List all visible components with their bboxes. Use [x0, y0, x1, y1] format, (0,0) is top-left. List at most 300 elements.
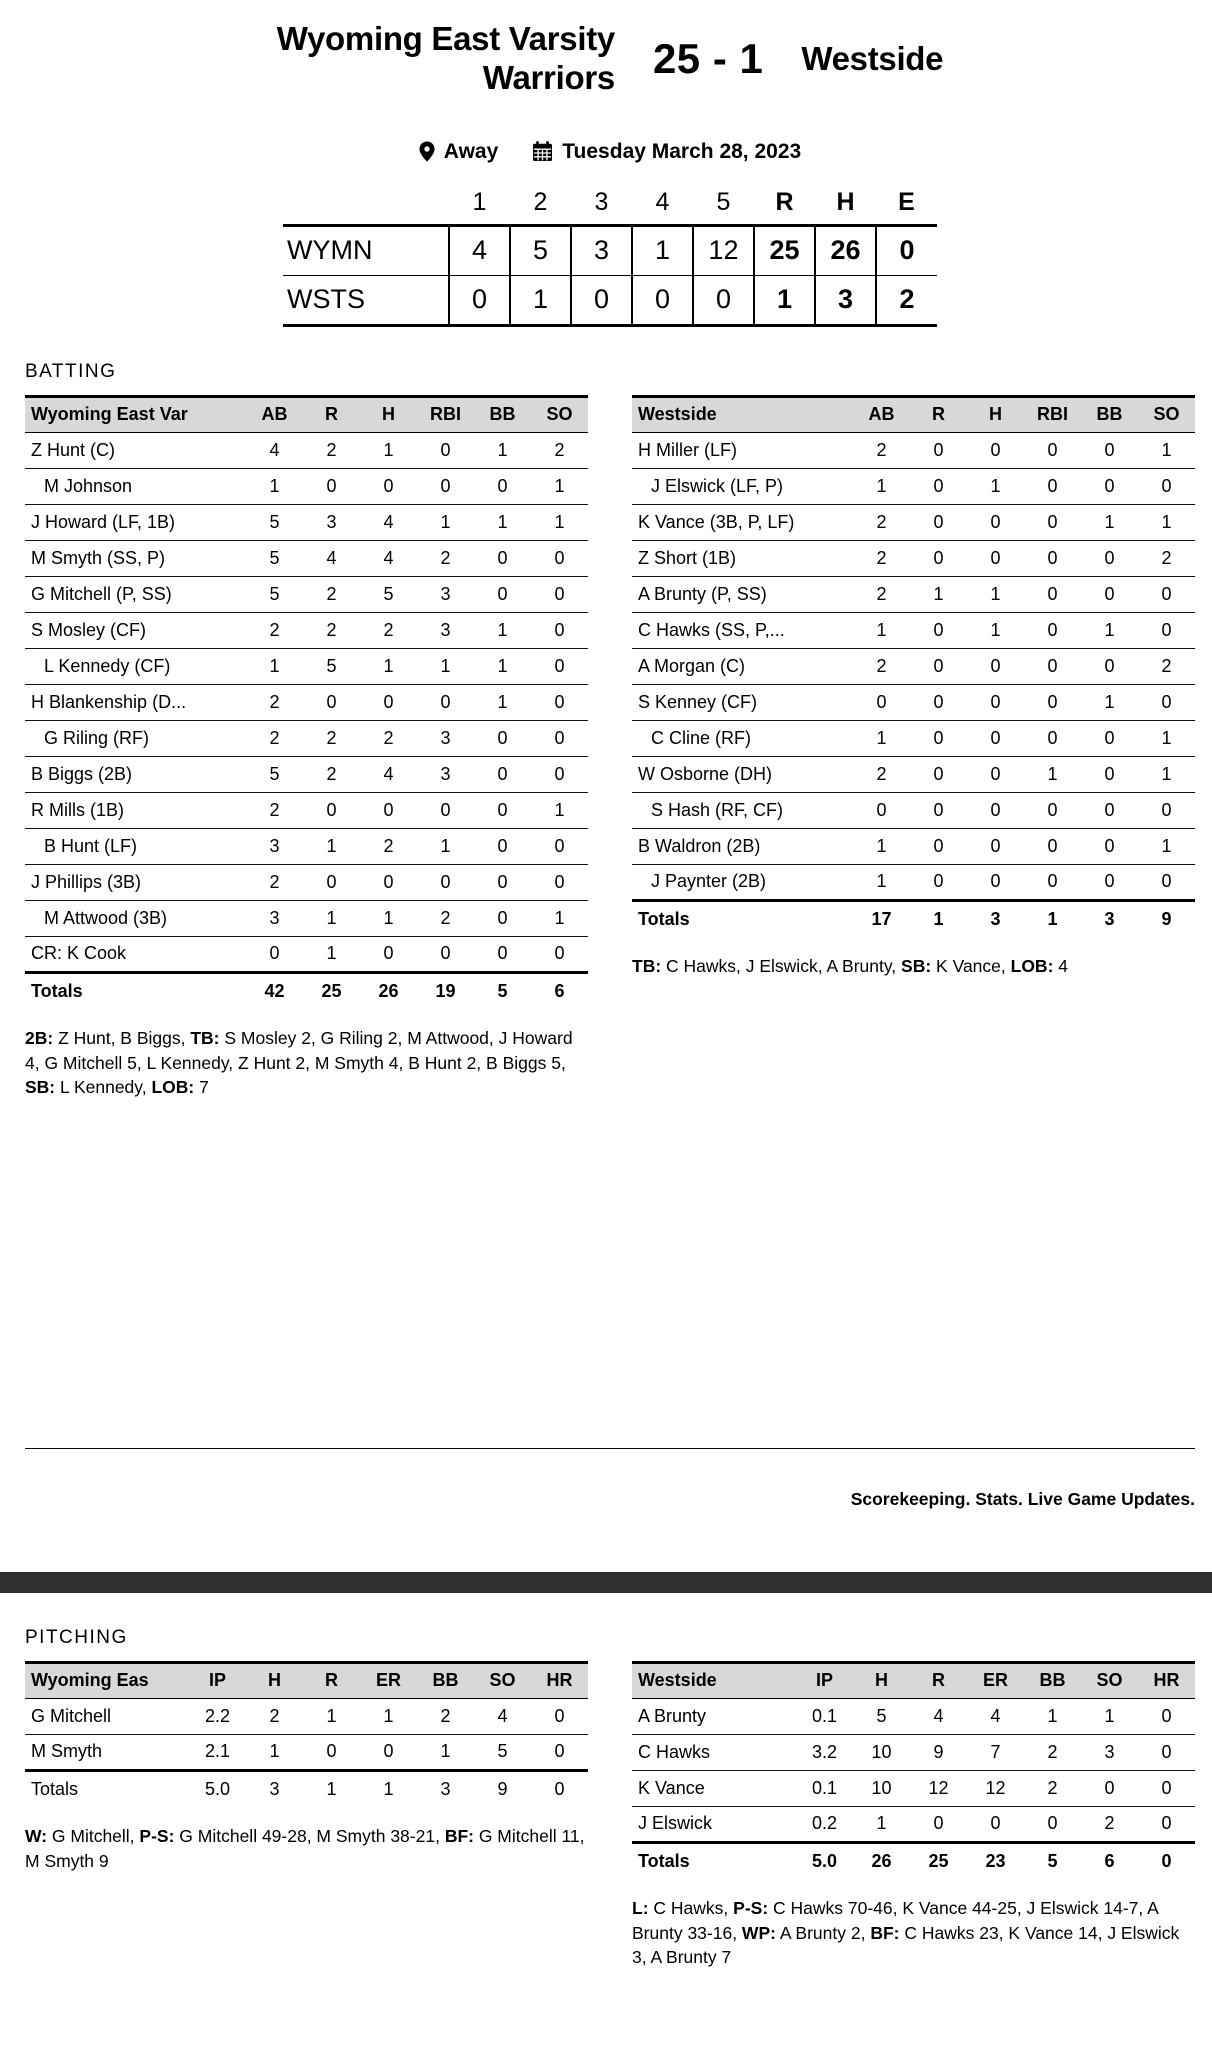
stat-value: 1 [383, 1705, 394, 1726]
stat-value: 2 [246, 684, 303, 720]
team-name-header: Westside [632, 396, 853, 432]
stat-column-header: ER [360, 1662, 417, 1698]
summary-score: 1 [754, 275, 815, 325]
batting-notes-home: 2B: Z Hunt, B Biggs, TB: S Mosley 2, G Riling 2, M Attwood, J Howard 4, G Mitchell 5, L Kennedy, Z Hunt 2, M Smyth 4, B Hunt 2, B Biggs 5, SB: L Kennedy, LOB: 7 [25, 1028, 573, 1098]
batting-notes-away: TB: C Hawks, J Elswick, A Brunty, SB: K Vance, LOB: 4 [632, 956, 1069, 977]
stat-value: 4 [933, 1705, 944, 1726]
inning-number-header: 3 [594, 187, 609, 216]
stat-value: 0 [967, 828, 1024, 864]
player-name: S Hash (RF, CF) [632, 792, 853, 828]
summary-score: 3 [815, 275, 876, 325]
game-date-label: Tuesday March 28, 2023 [562, 139, 802, 163]
stat-value: 0 [360, 936, 417, 972]
stat-column-header: SO [531, 396, 588, 432]
stat-value: 1 [967, 468, 1024, 504]
away-team-name: Westside [801, 39, 944, 77]
player-row [25, 936, 588, 972]
note-stat-label: L: [632, 1898, 649, 1919]
inning-score: 0 [449, 275, 510, 325]
batting-table-away [632, 395, 1195, 937]
stat-column-header: BB [417, 1662, 474, 1698]
stat-value: 0 [474, 756, 531, 792]
totals-label: Totals [632, 1842, 796, 1878]
stat-value: 0 [246, 936, 303, 972]
stat-value: 0 [474, 720, 531, 756]
stat-value: 2 [360, 612, 417, 648]
inning-score: 1 [632, 225, 693, 275]
game-header [25, 0, 1195, 98]
stat-value: 2 [853, 648, 910, 684]
team-name-header: Wyoming East Var [25, 396, 246, 432]
stat-value: 5 [876, 1705, 887, 1726]
stat-value: 2 [246, 720, 303, 756]
stat-value: 0 [1138, 576, 1195, 612]
stat-value: 0 [531, 684, 588, 720]
stat-value: 2 [246, 792, 303, 828]
totals-row [632, 900, 1195, 936]
player-name: S Kenney (CF) [632, 684, 853, 720]
game-score: 25 - 1 [652, 34, 764, 82]
stat-value: 0 [910, 756, 967, 792]
stat-value: 0 [303, 1734, 360, 1770]
stat-value: 1 [246, 648, 303, 684]
note-stat-label: SB: [901, 956, 932, 977]
totals-value: 26 [853, 1842, 910, 1878]
stat-value: 5 [246, 504, 303, 540]
stat-value: 0 [910, 720, 967, 756]
player-name: G Mitchell (P, SS) [25, 576, 246, 612]
stat-value: 0.1 [811, 1705, 838, 1726]
stat-column-header: AB [853, 396, 910, 432]
stat-value: 0 [910, 504, 967, 540]
game-location-label: Away [443, 139, 499, 163]
footer-divider-line [25, 1448, 1195, 1449]
linescore-row [283, 275, 937, 325]
player-name: M Smyth [25, 1734, 189, 1770]
stat-value: 4 [360, 540, 417, 576]
player-row [25, 864, 588, 900]
stat-value: 1 [853, 720, 910, 756]
stat-value: 0 [417, 684, 474, 720]
player-name: B Waldron (2B) [632, 828, 853, 864]
stat-value: 0 [1081, 864, 1138, 900]
stat-value: 0 [531, 720, 588, 756]
stat-value: 4 [269, 439, 280, 460]
stat-value: 3 [417, 576, 474, 612]
player-name: A Morgan (C) [632, 648, 853, 684]
team-abbreviation: WSTS [283, 275, 449, 325]
stat-value: 2 [1138, 648, 1195, 684]
stat-value: 2 [1138, 540, 1195, 576]
player-row [25, 504, 588, 540]
stat-value: 1 [326, 1705, 337, 1726]
stat-value: 0 [474, 864, 531, 900]
stat-value: 2 [303, 720, 360, 756]
totals-label: Totals [25, 1770, 189, 1806]
stat-value: 2.1 [189, 1734, 246, 1770]
stat-value: 0 [967, 648, 1024, 684]
inning-score: 4 [449, 225, 510, 275]
player-name: A Brunty (P, SS) [632, 576, 853, 612]
inning-score: 3 [571, 225, 632, 275]
stat-value: 12 [967, 1770, 1024, 1806]
stat-value: 0 [967, 1806, 1024, 1842]
stat-value: 1 [303, 936, 360, 972]
stat-value: 1 [531, 792, 588, 828]
game-meta [25, 138, 1195, 166]
stat-value: 5 [303, 648, 360, 684]
player-name: M Johnson [25, 468, 246, 504]
stat-value: 0 [1138, 864, 1195, 900]
home-team-name-line1: Wyoming East Varsity [276, 20, 615, 57]
player-row [632, 720, 1195, 756]
player-row [632, 540, 1195, 576]
stat-value: 0 [360, 468, 417, 504]
player-name: J Howard (LF, 1B) [25, 504, 246, 540]
player-name: G Mitchell [31, 1705, 112, 1726]
stat-column-header: HR [1138, 1662, 1195, 1698]
totals-value: 3 [417, 1770, 474, 1806]
batting-table-home [25, 395, 588, 1009]
stat-value: 5 [246, 540, 303, 576]
player-row [632, 864, 1195, 900]
stat-value: 1 [1138, 720, 1195, 756]
stat-value: 1 [531, 504, 588, 540]
note-stat-label: SB: [25, 1077, 56, 1098]
player-name: L Kennedy (CF) [25, 648, 246, 684]
player-row [25, 720, 588, 756]
summary-stat-header: H [836, 187, 855, 216]
stat-column-header: AB [246, 396, 303, 432]
stat-value: 0.1 [796, 1770, 853, 1806]
inning-score: 1 [510, 275, 571, 325]
stat-value: 1 [303, 828, 360, 864]
stat-value: 0 [531, 1734, 588, 1770]
stat-value: 12 [910, 1770, 967, 1806]
stat-value: 2 [853, 756, 910, 792]
summary-score: 0 [876, 225, 937, 275]
pitching-table-home [25, 1661, 588, 1807]
inning-number-header: 2 [533, 187, 548, 216]
stat-value: 1 [853, 612, 910, 648]
player-row [632, 1698, 1195, 1734]
stat-value: 0 [967, 684, 1024, 720]
batting-home-column [25, 395, 588, 1100]
totals-value: 0 [1138, 1842, 1195, 1878]
stat-value: 4 [360, 756, 417, 792]
stat-value: 3 [417, 720, 474, 756]
player-row [25, 612, 588, 648]
player-row [25, 576, 588, 612]
stat-value: 2 [417, 540, 474, 576]
stat-value: 2 [853, 504, 910, 540]
stat-value: 1 [474, 648, 531, 684]
stat-value: 2 [417, 900, 474, 936]
stat-value: 1 [1138, 756, 1195, 792]
inning-score: 5 [510, 225, 571, 275]
linescore-table [283, 188, 937, 327]
stat-header-row [25, 1662, 588, 1698]
stat-value: 2 [1081, 1806, 1138, 1842]
stat-value: 1 [1104, 1705, 1115, 1726]
player-row [632, 576, 1195, 612]
player-name: W Osborne (DH) [632, 756, 853, 792]
inning-score: 12 [693, 225, 754, 275]
stat-value: 1 [474, 684, 531, 720]
stat-value: 0 [531, 648, 588, 684]
stat-value: 0 [1024, 504, 1081, 540]
stat-value: 0 [910, 828, 967, 864]
stat-column-header: H [360, 396, 417, 432]
totals-value: 1 [1024, 900, 1081, 936]
stat-value: 2 [554, 439, 565, 460]
stat-value: 5 [246, 756, 303, 792]
note-stat-label: W: [25, 1826, 48, 1847]
note-stat-label: BF: [444, 1826, 474, 1847]
stat-column-header: ER [967, 1662, 1024, 1698]
player-name: J Elswick [632, 1806, 796, 1842]
stat-value: 0 [417, 792, 474, 828]
totals-value: 1 [303, 1770, 360, 1806]
home-team-name-line2: Warriors [482, 58, 615, 96]
stat-header-row [25, 396, 588, 432]
player-name: C Cline (RF) [632, 720, 853, 756]
stat-value: 2 [246, 612, 303, 648]
stat-value: 1 [531, 468, 588, 504]
app-tagline: Scorekeeping. Stats. Live Game Updates. [850, 1488, 1195, 1509]
totals-value: 9 [1138, 900, 1195, 936]
linescore-header-row [283, 188, 937, 226]
batting-away-column [632, 395, 1195, 979]
player-row [25, 756, 588, 792]
stat-value: 0 [1138, 468, 1195, 504]
stat-column-header: RBI [1024, 396, 1081, 432]
totals-value: 26 [360, 972, 417, 1008]
stat-column-header: RBI [417, 396, 474, 432]
stat-value: 1 [853, 1806, 910, 1842]
stat-value: 1 [246, 468, 303, 504]
player-row [632, 648, 1195, 684]
player-name: R Mills (1B) [25, 792, 246, 828]
stat-value: 3 [246, 900, 303, 936]
stat-header-row [632, 396, 1195, 432]
stat-value: 1 [246, 1734, 303, 1770]
stat-value: 0 [1138, 1770, 1195, 1806]
batting-section-title: BATTING [25, 360, 117, 382]
stat-column-header: BB [1024, 1662, 1081, 1698]
player-name: A Brunty [638, 1705, 707, 1726]
stat-value: 0 [417, 864, 474, 900]
stat-value: 0 [474, 792, 531, 828]
player-row [632, 684, 1195, 720]
stat-value: 0 [531, 540, 588, 576]
totals-value: 25 [910, 1842, 967, 1878]
stat-value: 0 [1024, 864, 1081, 900]
note-stat-label: 2B: [25, 1028, 54, 1049]
stat-value: 2 [303, 612, 360, 648]
player-name: C Hawks (SS, P,... [632, 612, 853, 648]
home-team-name [277, 20, 615, 98]
stat-value: 0 [967, 792, 1024, 828]
stat-value: 5 [360, 576, 417, 612]
stat-value: 0 [474, 936, 531, 972]
stat-value: 0 [910, 684, 967, 720]
stat-value: 0 [1138, 612, 1195, 648]
stat-column-header: BB [474, 396, 531, 432]
stat-value: 0 [990, 439, 1001, 460]
stat-value: 0 [303, 684, 360, 720]
stat-value: 1 [1081, 612, 1138, 648]
inning-number-header: 5 [716, 187, 731, 216]
stat-value: 0 [1081, 720, 1138, 756]
stat-value: 2.2 [204, 1705, 231, 1726]
player-name: S Mosley (CF) [25, 612, 246, 648]
game-location [419, 140, 498, 164]
player-row [632, 756, 1195, 792]
batting-tables [25, 395, 1195, 1100]
stat-value: 1 [474, 612, 531, 648]
stat-value: 0 [1024, 720, 1081, 756]
player-name: J Elswick (LF, P) [632, 468, 853, 504]
totals-value: 6 [1081, 1842, 1138, 1878]
stat-column-header: BB [1081, 396, 1138, 432]
stat-column-header: IP [796, 1662, 853, 1698]
stat-value: 0 [360, 864, 417, 900]
stat-value: 0 [967, 756, 1024, 792]
player-row [632, 1734, 1195, 1770]
stat-value: 0 [1024, 576, 1081, 612]
totals-value: 23 [967, 1842, 1024, 1878]
stat-value: 0 [1024, 684, 1081, 720]
stat-value: 1 [853, 828, 910, 864]
stat-value: 0 [1081, 828, 1138, 864]
stat-column-header: R [910, 1662, 967, 1698]
totals-value: 9 [474, 1770, 531, 1806]
stat-value: 4 [497, 1705, 508, 1726]
stat-value: 1 [853, 468, 910, 504]
player-name: H Blankenship (D... [25, 684, 246, 720]
note-stat-label: TB: [632, 956, 662, 977]
summary-stat-header: R [775, 187, 794, 216]
player-row [25, 1734, 588, 1770]
inning-number-header: 1 [472, 187, 487, 216]
stat-value: 7 [967, 1734, 1024, 1770]
summary-score: 2 [876, 275, 937, 325]
stat-value: 0 [531, 612, 588, 648]
stat-value: 0 [1081, 576, 1138, 612]
stat-value: 0 [1024, 612, 1081, 648]
note-stat-label: TB: [190, 1028, 220, 1049]
stat-value: 3 [246, 828, 303, 864]
stat-value: 4 [990, 1705, 1001, 1726]
note-stat-label: LOB: [1010, 956, 1054, 977]
stat-value: 0 [1138, 1806, 1195, 1842]
player-row [632, 828, 1195, 864]
stat-value: 2 [1024, 1734, 1081, 1770]
stat-value: 0 [1081, 1770, 1138, 1806]
stat-value: 1 [1161, 439, 1172, 460]
totals-row [25, 1770, 588, 1806]
player-row [25, 468, 588, 504]
stat-value: 1 [417, 828, 474, 864]
player-name: Z Short (1B) [632, 540, 853, 576]
stat-value: 0 [1024, 792, 1081, 828]
totals-value: 3 [1081, 900, 1138, 936]
stat-value: 1 [497, 439, 508, 460]
totals-value: 17 [853, 900, 910, 936]
stat-value: 0 [531, 756, 588, 792]
stat-value: 0 [1081, 648, 1138, 684]
totals-label: Totals [25, 972, 246, 1008]
stat-value: 4 [360, 504, 417, 540]
stat-value: 1 [417, 504, 474, 540]
stat-value: 1 [967, 576, 1024, 612]
stat-value: 2 [246, 864, 303, 900]
stat-value: 1 [417, 1734, 474, 1770]
stat-value: 3 [417, 612, 474, 648]
player-name: Z Hunt (C) [31, 439, 116, 460]
pitching-notes-home: W: G Mitchell, P-S: G Mitchell 49-28, M Smyth 38-21, BF: G Mitchell 11, M Smyth 9 [25, 1826, 585, 1871]
stat-column-header: SO [1081, 1662, 1138, 1698]
linescore-body [283, 225, 937, 325]
stat-value: 0 [1138, 792, 1195, 828]
stat-header-row [632, 1662, 1195, 1698]
stat-value: 0 [303, 864, 360, 900]
totals-row [25, 972, 588, 1008]
stat-value: 1 [1024, 756, 1081, 792]
stat-value: 3.2 [796, 1734, 853, 1770]
summary-score: 25 [754, 225, 815, 275]
team-abbreviation: WYMN [283, 225, 449, 275]
player-row [25, 900, 588, 936]
stat-value: 0 [1081, 756, 1138, 792]
stat-column-header: R [910, 396, 967, 432]
player-name: K Vance (3B, P, LF) [632, 504, 853, 540]
stat-value: 4 [303, 540, 360, 576]
stat-column-header: H [853, 1662, 910, 1698]
stat-value: 1 [910, 576, 967, 612]
stat-value: 1 [383, 439, 394, 460]
inning-number-header: 4 [655, 187, 670, 216]
totals-value: 3 [246, 1770, 303, 1806]
stat-value: 0 [1047, 439, 1058, 460]
stat-value: 2 [303, 576, 360, 612]
totals-label: Totals [632, 900, 853, 936]
stat-value: 0 [1081, 468, 1138, 504]
stat-value: 2 [876, 439, 887, 460]
stat-value: 3 [1081, 1734, 1138, 1770]
player-name: C Hawks [632, 1734, 796, 1770]
stat-value: 2 [269, 1705, 280, 1726]
player-row [25, 684, 588, 720]
team-name-header: Westside [632, 1662, 796, 1698]
stat-value: 0 [1104, 439, 1115, 460]
stat-value: 0 [1024, 540, 1081, 576]
stat-value: 9 [910, 1734, 967, 1770]
stat-column-header: H [246, 1662, 303, 1698]
stat-value: 0 [967, 864, 1024, 900]
stat-value: 0 [967, 720, 1024, 756]
stat-value: 0 [474, 576, 531, 612]
stat-value: 3 [303, 504, 360, 540]
player-name: J Paynter (2B) [632, 864, 853, 900]
player-name: CR: K Cook [25, 936, 246, 972]
stat-value: 1 [360, 900, 417, 936]
pitching-away-column [632, 1661, 1195, 1970]
stat-column-header: HR [531, 1662, 588, 1698]
stat-column-header: SO [1138, 396, 1195, 432]
stat-value: 0 [1081, 792, 1138, 828]
